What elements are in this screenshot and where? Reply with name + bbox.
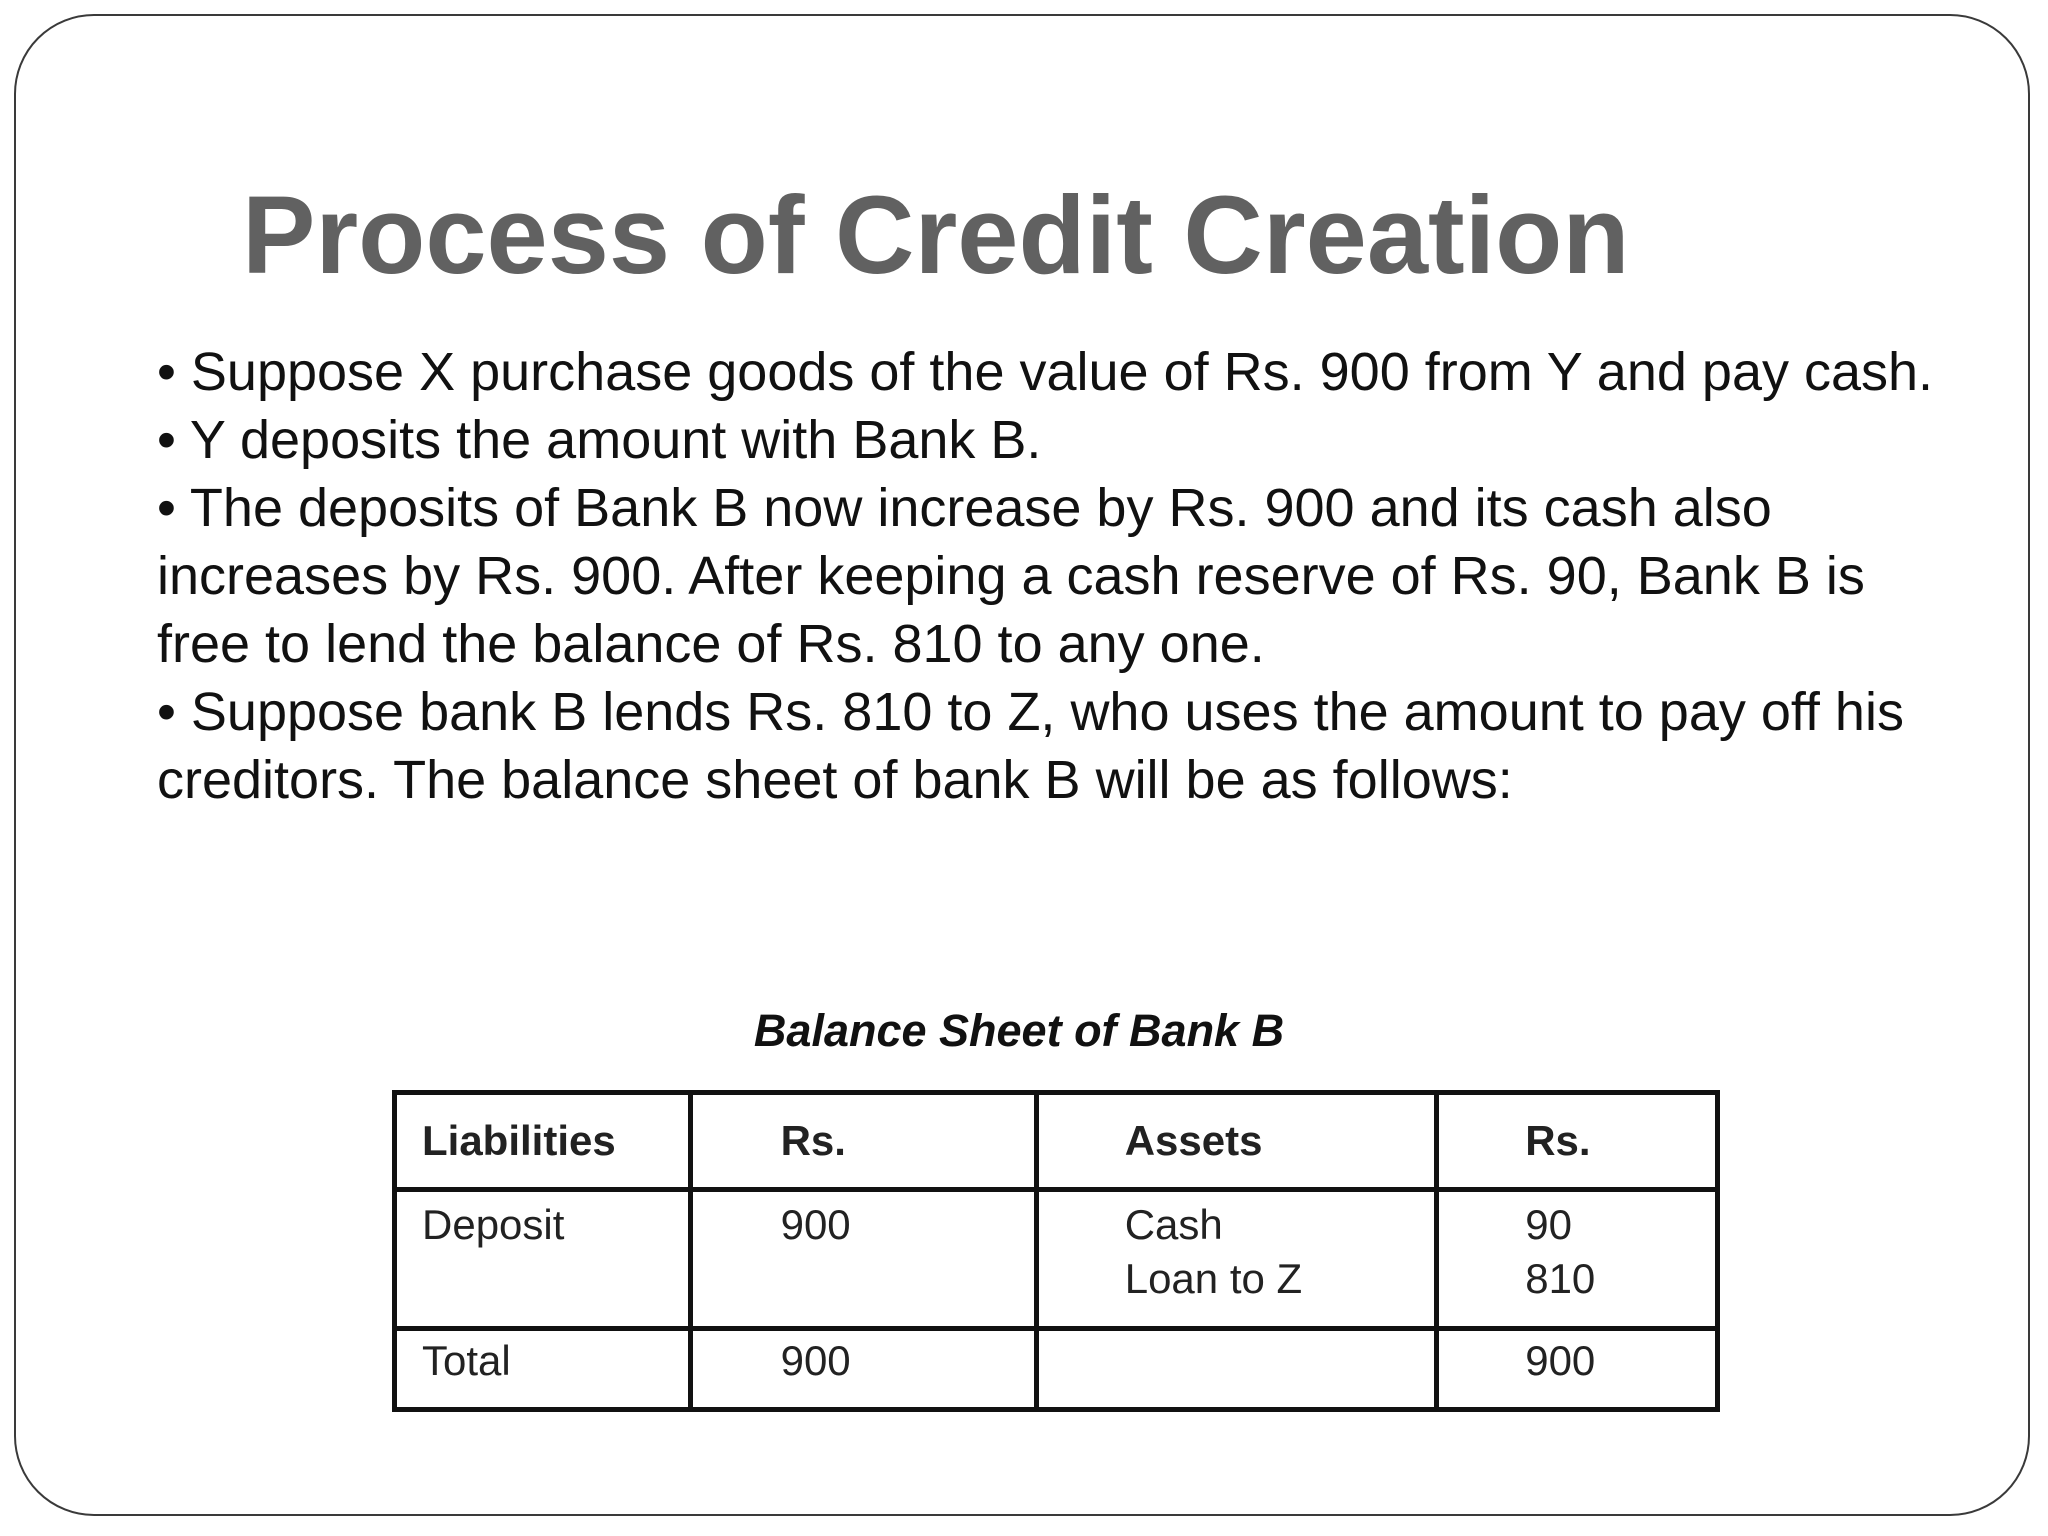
header-liabilities-rs: Rs. xyxy=(690,1093,1036,1190)
cell-text: 90 xyxy=(1525,1201,1572,1248)
slide xyxy=(14,14,2030,1516)
cell-assets xyxy=(1036,1190,1437,1329)
cell-liabilities xyxy=(395,1190,691,1329)
cell-text: Deposit xyxy=(422,1201,565,1248)
cell-text: 810 xyxy=(1525,1255,1596,1302)
cell-text: 900 xyxy=(780,1201,851,1248)
cell-assets-rs xyxy=(1437,1190,1718,1329)
header-assets: Assets xyxy=(1036,1093,1437,1190)
slide-title: Process of Credit Creation xyxy=(242,174,1630,297)
balance-sheet-table xyxy=(392,1090,1720,1412)
cell-total-assets xyxy=(1036,1329,1437,1410)
cell-liabilities-rs xyxy=(690,1190,1036,1329)
balance-sheet-title: Balance Sheet of Bank B xyxy=(753,1005,1285,1056)
header-assets-rs: Rs. xyxy=(1437,1093,1718,1190)
header-liabilities: Liabilities xyxy=(395,1093,691,1190)
table-total-row xyxy=(395,1329,1718,1410)
cell-total-assets-rs: 900 xyxy=(1437,1329,1718,1410)
cell-text: Cash xyxy=(1124,1201,1223,1248)
bullet-list xyxy=(157,338,1937,814)
cell-text: Loan to Z xyxy=(1124,1255,1303,1302)
bullet-item: • Y deposits the amount with Bank B. xyxy=(157,410,1042,470)
bullet-item: • Suppose bank B lends Rs. 810 to Z, who uses the amount to pay off his creditors. The balance sheet of bank B will be as follows: xyxy=(157,682,1904,810)
bullet-item: • Suppose X purchase goods of the value of Rs. 900 from Y and pay cash. xyxy=(157,342,1934,402)
cell-total-label: Total xyxy=(395,1329,691,1410)
bullet-item: • The deposits of Bank B now increase by Rs. 900 and its cash also increases by Rs. 900. After keeping a cash reserve of Rs. 90, Bank B is free to lend the balance of Rs. 810 to any one. xyxy=(157,478,1865,674)
table-header-row xyxy=(395,1093,1718,1190)
table-row xyxy=(395,1190,1718,1329)
cell-total-liabilities-rs: 900 xyxy=(690,1329,1036,1410)
